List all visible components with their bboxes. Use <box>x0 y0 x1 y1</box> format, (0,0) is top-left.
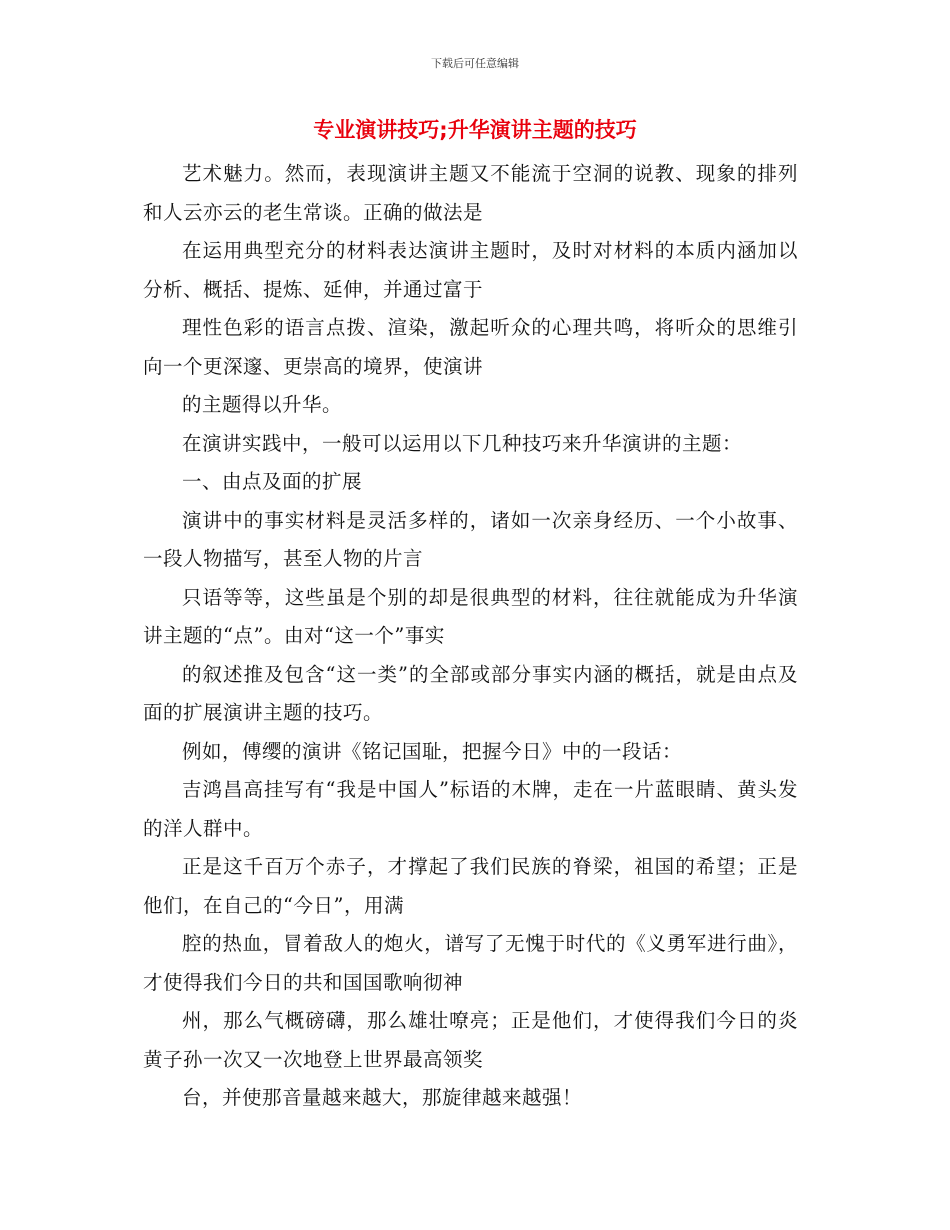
page-header: 下载后可任意编辑 <box>431 57 519 70</box>
document-body <box>143 155 798 1118</box>
section-heading: 一、由点及面的扩展 <box>182 470 363 493</box>
paragraph: 只语等等，这些虽是个别的却是很典型的材料，往往就能成为升华演讲主题的“点”。由对“这一个”事实 <box>143 585 798 647</box>
paragraph: 的主题得以升华。 <box>182 393 343 416</box>
quote-paragraph: 州，那么气概磅礴，那么雄壮嘹亮；正是他们，才使得我们今日的炎黄子孙一次又一次地登上世界最高领奖 <box>143 1009 798 1071</box>
quote-paragraph: 腔的热血，冒着敌人的炮火，谱写了无愧于时代的《义勇军进行曲》，才使得我们今日的共和国国歌响彻神 <box>143 932 798 994</box>
paragraph: 理性色彩的语言点拨、渲染，激起听众的心理共鸣，将听众的思维引向一个更深邃、更崇高的境界，使演讲 <box>143 316 798 378</box>
paragraph: 艺术魅力。然而，表现演讲主题又不能流于空洞的说教、现象的排列和人云亦云的老生常谈。正确的做法是 <box>143 162 798 224</box>
paragraph: 演讲中的事实材料是灵活多样的，诸如一次亲身经历、一个小故事、一段人物描写，甚至人物的片言 <box>143 508 798 570</box>
paragraph: 在运用典型充分的材料表达演讲主题时，及时对材料的本质内涵加以分析、概括、提炼、延伸，并通过富于 <box>143 239 798 301</box>
document-title: 专业演讲技巧;升华演讲主题的技巧 <box>313 118 637 142</box>
quote-paragraph: 正是这千百万个赤子，才撑起了我们民族的脊梁，祖国的希望；正是他们，在自己的“今日”，用满 <box>143 855 798 917</box>
paragraph: 例如，傅缨的演讲《铭记国耻，把握今日》中的一段话： <box>182 739 683 763</box>
paragraph: 在演讲实践中，一般可以运用以下几种技巧来升华演讲的主题： <box>182 431 743 455</box>
quote-paragraph: 吉鸿昌高挂写有“我是中国人”标语的木牌，走在一片蓝眼睛、黄头发的洋人群中。 <box>143 778 798 840</box>
paragraph: 的叙述推及包含“这一类”的全部或部分事实内涵的概括，就是由点及面的扩展演讲主题的技巧。 <box>143 662 798 724</box>
quote-paragraph: 台，并使那音量越来越大，那旋律越来越强！ <box>182 1086 583 1109</box>
